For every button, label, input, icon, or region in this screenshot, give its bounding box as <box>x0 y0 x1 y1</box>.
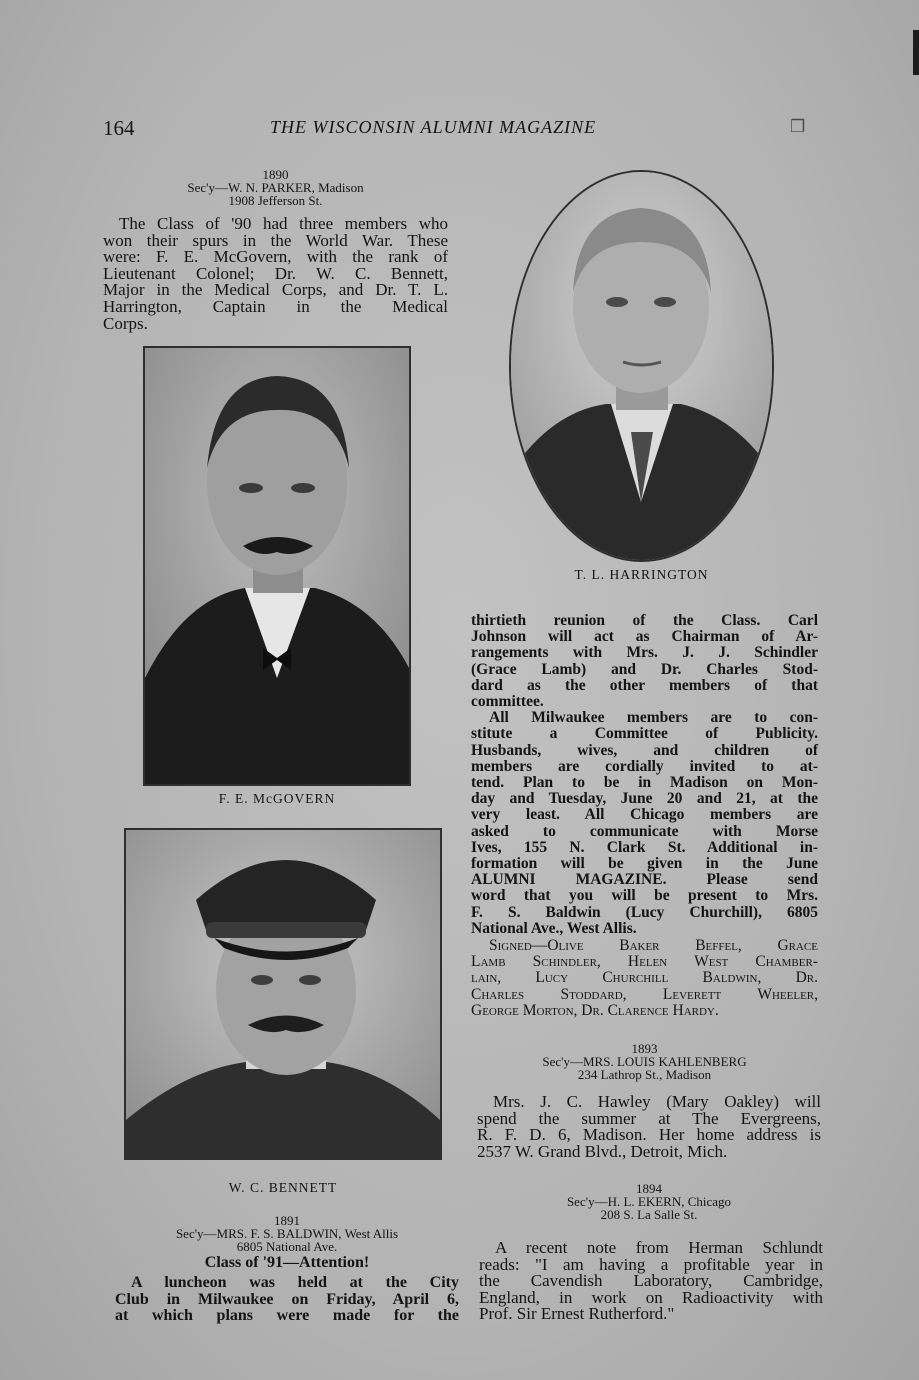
text-line: the Cavendish Laboratory, Cambridge, <box>479 1271 823 1291</box>
text-line: The Class of '90 had three members who <box>119 214 448 233</box>
class-1890-text <box>103 216 448 332</box>
running-title: THE WISCONSIN ALUMNI MAGAZINE <box>270 117 597 137</box>
class-1891-heading <box>115 1214 459 1253</box>
harrington-caption: T. L. HARRINGTON <box>574 567 709 582</box>
text-line: Johnson will act as Chairman of Ar- <box>471 628 818 646</box>
text-line: Lamb Schindler, Helen West Chamber- <box>471 953 818 971</box>
bennett-portrait <box>124 828 442 1160</box>
class-1894-year: 1894 <box>636 1181 662 1196</box>
text-line: members are cordially invited to at- <box>471 757 818 775</box>
class-1893-year: 1893 <box>631 1041 658 1056</box>
text-line: Major in the Medical Corps, and Dr. T. L. <box>103 280 448 300</box>
class-1891-secretary: Sec'y—MRS. F. S. BALDWIN, West Allis <box>175 1226 399 1241</box>
text-line: Charles Stoddard, Leverett Wheeler, <box>471 985 818 1003</box>
class-1890-heading <box>103 168 448 207</box>
text-line: asked to communicate with Morse <box>471 822 818 840</box>
text-line: spend the summer at The Evergreens, <box>477 1108 821 1128</box>
text-line: Club in Milwaukee on Friday, April 6, <box>115 1290 459 1308</box>
class-1893-text <box>477 1094 821 1160</box>
text-line: stitute a Committee of Publicity. <box>471 725 818 743</box>
class-1893-heading <box>471 1042 818 1081</box>
text-line: Harrington, Captain in the Medical <box>103 296 448 316</box>
text-line: very least. All Chicago members are <box>471 806 818 824</box>
class-1890-year: 1890 <box>262 167 289 182</box>
harrington-portrait <box>509 170 774 562</box>
text-line: Mrs. J. C. Hawley (Mary Oakley) will <box>493 1092 821 1111</box>
text-line: rangements with Mrs. J. J. Schindler <box>471 644 818 662</box>
text-line: National Ave., West Allis. <box>471 919 637 937</box>
text-line: word that you will be present to Mrs. <box>471 887 818 905</box>
text-line: (Grace Lamb) and Dr. Charles Stod- <box>471 660 818 678</box>
text-line: lain, Lucy Churchill Baldwin, Dr. <box>471 969 818 987</box>
class-1894-secretary: Sec'y—H. L. EKERN, Chicago <box>566 1194 732 1209</box>
text-line: Husbands, wives, and children of <box>471 741 818 759</box>
class-1894-heading <box>477 1182 821 1221</box>
text-line: R. F. D. 6, Madison. Her home address is <box>477 1125 821 1145</box>
class-1891-lead-text <box>115 1275 459 1325</box>
text-line: England, in work on Radioactivity with <box>479 1287 823 1307</box>
bennett-caption: W. C. BENNETT <box>228 1180 338 1195</box>
text-line: Ives, 155 N. Clark St. Additional in- <box>471 838 818 856</box>
text-line: A luncheon was held at the City <box>131 1274 459 1291</box>
text-line: tend. Plan to be in Madison on Mon- <box>471 774 818 792</box>
portrait-image <box>145 348 409 784</box>
class-1891-year: 1891 <box>274 1213 300 1228</box>
text-line: Lieutenant Colonel; Dr. W. C. Bennett, <box>103 263 448 283</box>
text-line: All Milwaukee members are to con- <box>489 709 818 727</box>
portrait-image <box>126 830 440 1158</box>
mcgovern-portrait <box>143 346 411 786</box>
class-1893-address: 234 Lathrop St., Madison <box>577 1067 712 1082</box>
mcgovern-caption: F. E. McGOVERN <box>218 791 336 806</box>
text-line: Signed—Olive Baker Beffel, Grace <box>489 937 818 954</box>
text-line: at which plans were made for the <box>115 1307 459 1325</box>
text-line: won their spurs in the World War. These <box>103 230 448 250</box>
text-line: George Morton, Dr. Clarence Hardy. <box>471 1001 719 1019</box>
text-line: thirtieth reunion of the Class. Carl <box>471 612 818 629</box>
class-1891-signed-text <box>471 938 818 1019</box>
class-1893-secretary: Sec'y—MRS. LOUIS KAHLENBERG <box>542 1054 747 1069</box>
page-edge-shadow <box>913 30 919 75</box>
text-line: committee. <box>471 693 544 711</box>
class-1891-continued-text <box>471 613 818 937</box>
class-1891-title: Class of '91—Attention! <box>204 1254 370 1271</box>
corner-mark-icon: ❒ <box>790 117 806 136</box>
text-line: day and Tuesday, June 20 and 21, at the <box>471 790 818 808</box>
class-1890-secretary: Sec'y—W. N. PARKER, Madison <box>187 180 364 195</box>
text-line: formation will be given in the June <box>471 855 818 873</box>
class-1890-address: 1908 Jefferson St. <box>228 193 323 208</box>
text-line: 2537 W. Grand Blvd., Detroit, Mich. <box>477 1141 728 1161</box>
class-1894-text <box>479 1240 823 1323</box>
text-line: Prof. Sir Ernest Rutherford." <box>479 1304 675 1324</box>
text-line: Corps. <box>103 313 148 333</box>
page-number: 164 <box>103 116 135 140</box>
class-1891-address: 6805 National Ave. <box>236 1239 338 1254</box>
text-line: F. S. Baldwin (Lucy Churchill), 6805 <box>471 903 818 921</box>
text-line: ALUMNI MAGAZINE. Please send <box>471 871 818 889</box>
text-line: dard as the other members of that <box>471 676 818 694</box>
text-line: were: F. E. McGovern, with the rank of <box>103 247 448 267</box>
portrait-image <box>511 172 772 560</box>
text-line: A recent note from Herman Schlundt <box>495 1238 823 1257</box>
text-line: reads: "I am having a profitable year in <box>479 1254 823 1274</box>
class-1894-address: 208 S. La Salle St. <box>600 1207 698 1222</box>
